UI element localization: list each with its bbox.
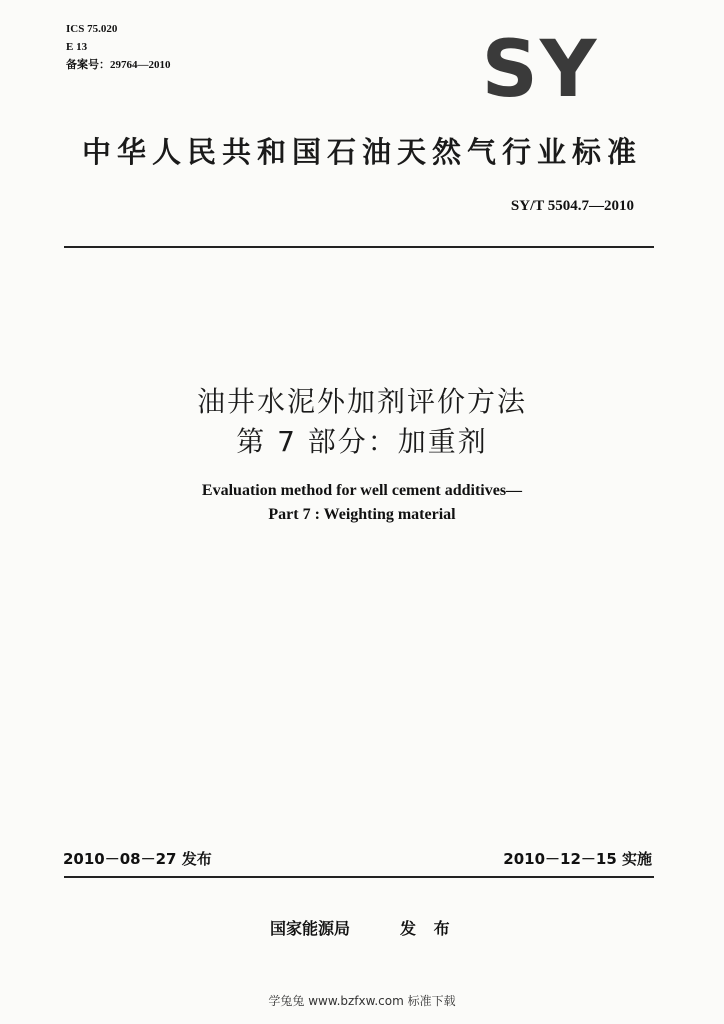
top-divider	[64, 246, 654, 248]
publish-label: 发 布	[400, 919, 456, 938]
classification-code: E 13	[66, 41, 88, 53]
title-english-line2: Part 7 : Weighting material	[268, 506, 456, 523]
title-english-line1: Evaluation method for well cement additives—	[201, 482, 523, 499]
metadata-block	[66, 20, 171, 74]
standard-number: SY/T 5504.7—2010	[510, 198, 634, 214]
bottom-divider	[64, 876, 654, 878]
title-chinese-line1: 油井水泥外加剂评价方法	[196, 385, 527, 418]
standard-organization-title: 中华人民共和国石油天然气行业标准	[81, 135, 642, 169]
issue-date: 2010－08－27 发布	[63, 850, 212, 868]
implementation-date: 2010－12－15 实施	[503, 850, 652, 868]
publisher-name: 国家能源局	[270, 919, 351, 938]
title-chinese-line2: 第 7 部分：加重剂	[236, 425, 488, 458]
ics-code: ICS 75.020	[66, 23, 118, 35]
sy-logo-text: SY	[481, 34, 599, 102]
footer-watermark: 学兔兔 www.bzfxw.com 标准下载	[268, 994, 456, 1008]
record-number: 备案号：29764—2010	[66, 59, 171, 71]
sy-logo	[478, 34, 603, 102]
